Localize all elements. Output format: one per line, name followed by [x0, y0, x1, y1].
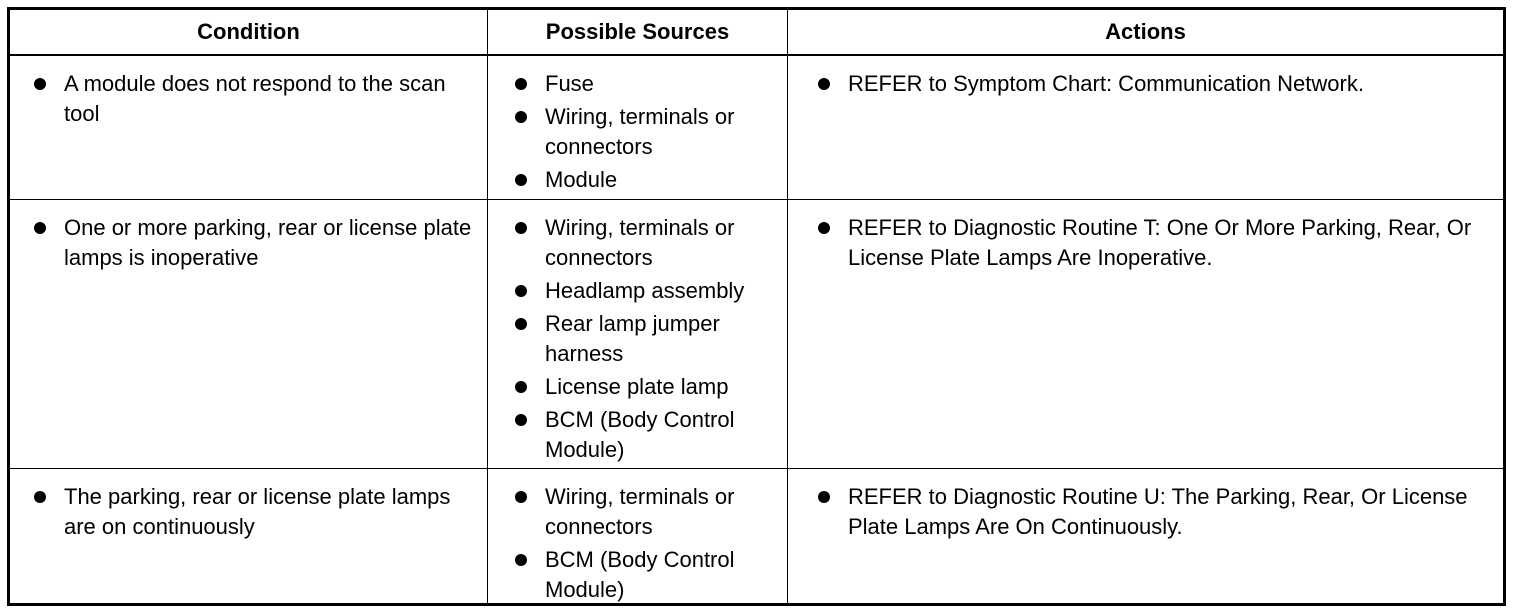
bullet-icon	[818, 222, 830, 234]
source-text: Fuse	[545, 71, 594, 96]
condition-text: A module does not respond to the scan tool	[64, 71, 446, 126]
condition-text: One or more parking, rear or license plate lamps is inoperative	[64, 215, 472, 270]
bullet-icon	[818, 491, 830, 503]
bullet-icon	[515, 222, 527, 234]
condition-item	[34, 213, 481, 273]
header-possible-sources: Possible Sources	[545, 19, 730, 44]
bullet-icon	[34, 222, 46, 234]
condition-cell	[10, 200, 487, 468]
source-text: BCM (Body Control Module)	[545, 547, 735, 602]
header-row	[10, 10, 1503, 56]
source-item	[515, 309, 783, 369]
source-item	[515, 165, 783, 195]
sources-cell	[488, 200, 787, 468]
source-item	[515, 213, 783, 273]
sources-cell	[488, 56, 787, 199]
actions-cell	[788, 56, 1503, 199]
source-text: License plate lamp	[545, 374, 729, 399]
bullet-icon	[515, 381, 527, 393]
source-text: Rear lamp jumper harness	[545, 311, 720, 366]
bullet-icon	[515, 111, 527, 123]
action-text: REFER to Diagnostic Routine U: The Parking, Rear, Or License Plate Lamps Are On Continuously.	[848, 484, 1468, 539]
bullet-icon	[515, 318, 527, 330]
source-item	[515, 276, 783, 306]
table-row	[10, 56, 1503, 200]
table-row	[10, 200, 1503, 469]
source-item	[515, 405, 783, 465]
bullet-icon	[515, 554, 527, 566]
sources-cell	[488, 469, 787, 603]
bullet-icon	[515, 414, 527, 426]
condition-item	[34, 69, 481, 129]
bullet-icon	[34, 491, 46, 503]
action-text: REFER to Symptom Chart: Communication Network.	[848, 71, 1364, 96]
source-text: BCM (Body Control Module)	[545, 407, 735, 462]
action-item	[818, 69, 1493, 99]
source-item	[515, 372, 783, 402]
actions-cell	[788, 200, 1503, 468]
bullet-icon	[818, 78, 830, 90]
condition-cell	[10, 469, 487, 603]
source-text: Headlamp assembly	[545, 278, 745, 303]
action-item	[818, 213, 1493, 273]
bullet-icon	[515, 78, 527, 90]
source-text: Wiring, terminals or connectors	[545, 215, 735, 270]
source-item	[515, 69, 783, 99]
condition-text: The parking, rear or license plate lamps are on continuously	[64, 484, 451, 539]
source-text: Module	[545, 167, 618, 192]
condition-cell	[10, 56, 487, 199]
bullet-icon	[515, 174, 527, 186]
bullet-icon	[515, 491, 527, 503]
header-actions: Actions	[1105, 19, 1186, 44]
bullet-icon	[34, 78, 46, 90]
source-item	[515, 482, 783, 542]
source-item	[515, 545, 783, 605]
actions-cell	[788, 469, 1503, 603]
source-text: Wiring, terminals or connectors	[545, 104, 735, 159]
diagnostic-table	[7, 7, 1506, 606]
bullet-icon	[515, 285, 527, 297]
action-text: REFER to Diagnostic Routine T: One Or More Parking, Rear, Or License Plate Lamps Are Inoperative.	[848, 215, 1472, 270]
action-item	[818, 482, 1493, 542]
condition-item	[34, 482, 481, 542]
source-item	[515, 102, 783, 162]
source-text: Wiring, terminals or connectors	[545, 484, 735, 539]
header-condition: Condition	[197, 19, 300, 44]
table-row	[10, 469, 1503, 603]
